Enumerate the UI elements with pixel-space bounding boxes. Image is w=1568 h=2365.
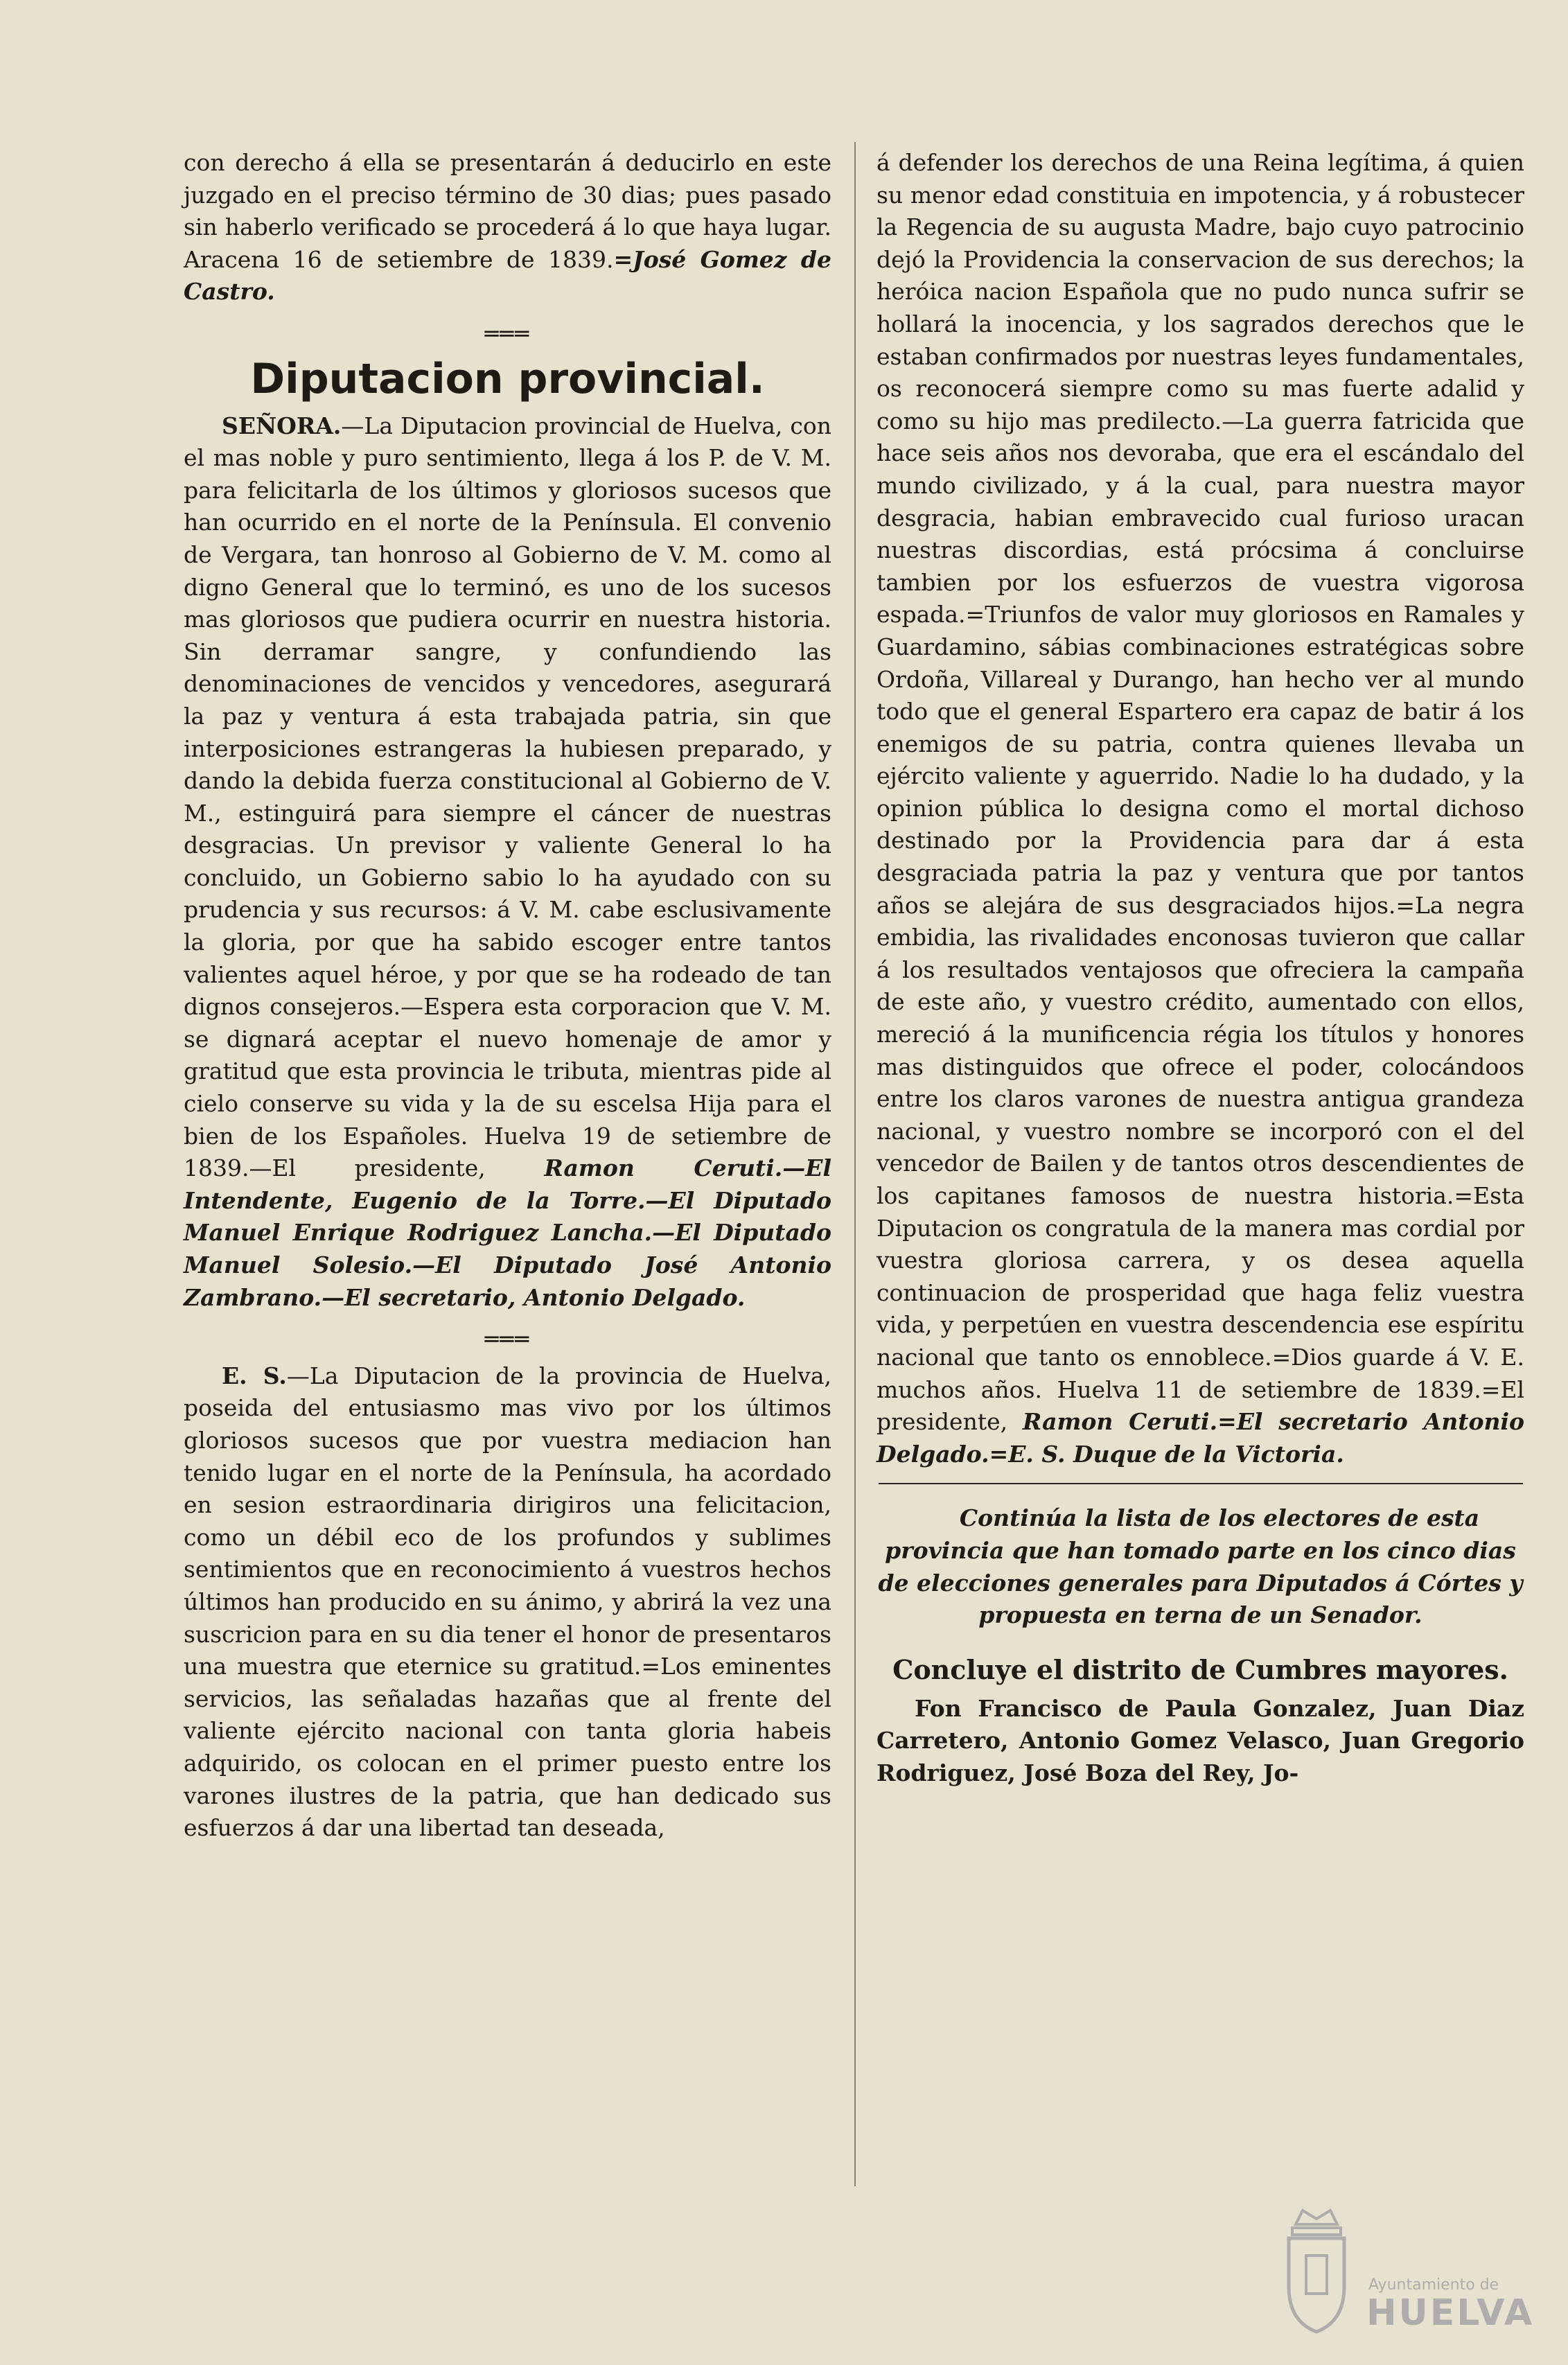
senora-body: —La Diputacion provincial de Huelva, con el mas noble y puro sentimiento, llega á los P. de V. M. para felicitarla de los últimos y gloriosos sucesos que han ocurrido en el norte de la Península. El convenio de Vergara, tan honroso al Gobierno de V. M. como al digno General que lo terminó, es uno de los sucesos mas gloriosos que pudiera ocurrir en nuestra historia. Sin derramar sangre, y confundiendo las denominaciones de vencidos y vencedores, asegurará la paz y ventura á esta trabajada patria, sin que interposiciones estrangeras la hubiesen preparado, y dando la debida fuerza constitucional al Gobierno de V. M., estinguirá para siempre el cáncer de nuestras desgracias. Un previsor y valiente General lo ha concluido, un Gobierno sabio lo ha ayudado con su prudencia y sus recursos: á V. M. cabe esclusivamente la gloria, por que ha sabido escoger entre tantos valientes aquel héroe, y por que se ha rodeado de tan dignos consejeros.—Espera esta corporacion que V. M. se dignará aceptar el nuevo homenaje de amor y gratitud que esta provincia le tributa, mientras pide al cielo conserve su vida y la de su escelsa Hija para el bien de los Españoles. Huelva 19 de setiembre de 1839.—El presidente,	[184, 412, 831, 1182]
es-body: —La Diputacion de la provincia de Huelva, poseida del entusiasmo mas vivo por los últimos gloriosos sucesos que por vuestra mediacion han tenido lugar en el norte de la Península, ha acordado en sesion estraordinaria dirigiros una felicitacion, como un débil eco de los profundos y sublimes sentimientos que en reconocimiento á vuestros hechos últimos han producido en su ánimo, y abrirá la vez una suscricion para en su dia tener el honor de presentaros una muestra que eternice su gratitud.=Los eminentes servicios, las señaladas hazañas que al frente del valiente ejército nacional con tanta gloria habeis adquirido, os colocan en el primer puesto entre los varones ilustres de la patria, que han dedicado sus esfuerzos á dar una libertad tan deseada,	[184, 1362, 831, 1842]
continuation-signatures: Ramon Ceruti.=El secretario Antonio Delgado.=E. S. Duque de la Victoria.	[877, 1408, 1524, 1468]
watermark-logo	[1275, 2204, 1538, 2342]
senora-lead: SEÑORA.	[222, 412, 342, 439]
separator: ═══	[484, 319, 531, 347]
senora-paragraph	[184, 410, 831, 1315]
es-lead: E. S.	[222, 1362, 287, 1389]
intro-paragraph	[184, 147, 831, 308]
coat-of-arms-icon	[1275, 2204, 1358, 2335]
left-column	[184, 147, 831, 1845]
separator-2: ═══	[484, 1326, 531, 1353]
intro-text: con derecho á ella se presentarán á deducirlo en este juzgado en el preciso término de 30 dias; pues pasado sin haberlo verificado se procederá á lo que haya lugar. Aracena 16 de setiembre de 1839.	[184, 149, 831, 273]
es-paragraph	[184, 1360, 831, 1845]
watermark-line2: HUELVA	[1366, 2292, 1535, 2334]
watermark-line1: Ayuntamiento de	[1368, 2276, 1499, 2294]
horizontal-rule	[879, 1483, 1523, 1484]
electors-notice: Continúa la lista de los electores de esta provincia que han tomado parte en los cinco dias de elecciones generales para Diputados á Córtes y propuesta en terna de un Senador.	[878, 1504, 1523, 1629]
continuation-paragraph	[877, 147, 1524, 1470]
section-title: Diputacion provincial.	[250, 354, 765, 403]
column-divider	[854, 142, 856, 2186]
continuation-body: á defender los derechos de una Reina legítima, á quien su menor edad constituia en impotencia, y á robustecer la Regencia de su augusta Madre, bajo cuyo patrocinio dejó la Providencia la conservacion de sus derechos; la heróica nacion Española que no pudo nunca sufrir se hollará la inocencia, y los sagrados derechos que le estaban confirmados por nuestras leyes fundamentales, os reconocerá siempre como su mas fuerte adalid y como su hijo mas predilecto.—La guerra fatricida que hace seis años nos devoraba, que era el escándalo del mundo civilizado, y á la cual, para nuestra mayor desgracia, habian embravecido cual furioso uracan nuestras discordias, está prócsima á concluirse tambien por los esfuerzos de vuestra vigorosa espada.=Triunfos de valor muy gloriosos en Ramales y Guardamino, sábias combinaciones estratégicas sobre Ordoña, Villareal y Durango, han hecho ver al mundo todo que el general Espartero era capaz de batir á los enemigos de su patria, contra quienes llevaba un ejército valiente y aguerrido. Nadie lo ha dudado, y la opinion pública lo designa como el mortal dichoso destinado por la Providencia para dar á esta desgraciada patria la paz y ventura que por tantos años se alejára de sus desgraciados hijos.=La negra embidia, las rivalidades enconosas tuvieron que callar á los resultados ventajosos que ofreciera la campaña de este año, y vuestro crédito, aumentado con ellos, mereció á la munificencia régia los títulos y honores mas distinguidos que ofrece el poder, colocándoos entre los claros varones de nuestra antigua grandeza nacional, y vuestro nombre se incorporó con el del vencedor de Bailen y de tantos otros descendientes de los capitanes famosos de nuestra historia.=Esta Diputacion os congratula de la manera mas cordial por vuestra gloriosa carrera, y os desea aquella continuacion de prosperidad que haga feliz vuestra vida, y perpetúen en vuestra descendencia ese espíritu nacional que tanto os ennoblece.=Dios guarde á V. E. muchos años. Huelva 11 de setiembre de 1839.=El presidente,	[877, 149, 1524, 1436]
intro-signature: =José Gomez de Castro.	[184, 245, 831, 306]
electors-list: Fon Francisco de Paula Gonzalez, Juan Diaz Carretero, Antonio Gomez Velasco, Juan Gregorio Rodriguez, José Boza del Rey, Jo-	[877, 1694, 1524, 1786]
district-subhead: Concluye el distrito de Cumbres mayores.	[892, 1653, 1508, 1685]
right-column	[877, 147, 1524, 1790]
senora-signatures: Ramon Ceruti.—El Intendente, Eugenio de la Torre.—El Diputado Manuel Enrique Rodriguez Lancha.—El Diputado Manuel Solesio.—El Diputado José Antonio Zambrano.—El secretario, Antonio Delgado.	[184, 1154, 831, 1311]
